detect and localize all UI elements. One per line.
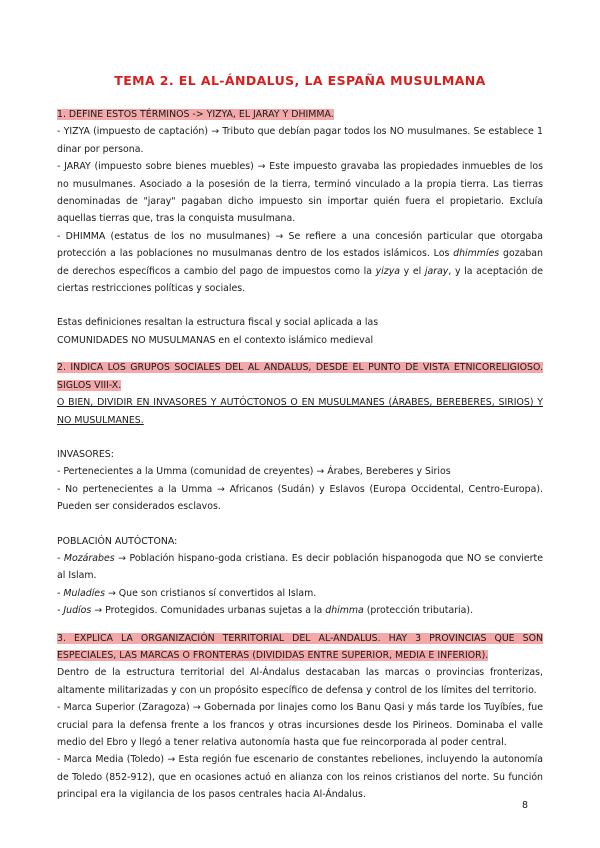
marca-media: - Marca Media (Toledo) → Esta región fue escenario de constantes rebeliones, incluyendo la autonomía de Toledo (852-912), que en ocasiones actuó en alianza con los reinos cristianos del norte. Su función principal era la vigilancia de los pasos centrales hacia Al-Ándalus.: [57, 754, 543, 801]
section-3-heading: 3. EXPLICA LA ORGANIZACIÓN TERRITORIAL DEL AL-ANDALUS. HAY 3 PROVINCIAS QUE SON ESPECIALES, LAS MARCAS O FRONTERAS (DIVIDIDAS ENTRE SUPERIOR, MEDIA E INFERIOR).: [57, 632, 543, 661]
term-dhimma: DHIMMA: [65, 230, 106, 242]
marca-superior: - Marca Superior (Zaragoza) → Gobernada por linajes como los Banu Qasi y más tarde los Tuyíbíes, fue crucial para la defensa frente a los francos y otras incursiones desde los Pirineos. Dominaba el valle medio del Ebro y llegó a tener relativa autonomía hasta que fue reincorporada al poder central.: [57, 702, 543, 748]
section-2-subheading: O BIEN, DIVIDIR EN INVASORES Y AUTÓCTONOS O EN MUSULMANES (ÁRABES, BEREBERES, SIRIOS) Y NO MUSULMANES.: [57, 397, 543, 426]
invasores-label: INVASORES:: [57, 448, 114, 460]
term-jaray: JARAY: [64, 161, 91, 173]
autoctona-label: POBLACIÓN AUTÓCTONA:: [57, 535, 178, 547]
section-2-heading: 2. INDICA LOS GRUPOS SOCIALES DEL AL ANDALUS, DESDE EL PUNTO DE VISTA ETNICORELIGIOSO. SIGLOS VIII-X.: [57, 362, 543, 391]
definition-dhimma: - DHIMMA (estatus de los no musulmanes) → Se refiere a una concesión particular que otorgaba protección a las poblaciones no musulmanas dentro de los estados islámicos. Los dhimmíes gozaban de derechos específicos a cambio del pago de impuestos como la yizya y el jaray, y la aceptación de ciertas restricciones políticas y sociales.: [57, 230, 543, 295]
document-body: [57, 106, 543, 804]
page-number: 8: [521, 800, 528, 811]
definition-jaray: - JARAY (impuesto sobre bienes muebles) → Este impuesto gravaba las propiedades inmuebles de los no musulmanes. Asociado a la posesión de la tierra, terminó vinculado a la propia tierra. Las tierras denominadas de "jaray" pagaban dicho impuesto sin importar quién fuera el propietario. Excluía aquellas tierras que, tras la conquista musulmana.: [57, 161, 543, 225]
invasores-item: - No pertenecientes a la Umma → Africanos (Sudán) y Eslavos (Europa Occidental, Centro-Europa). Pueden ser considerados esclavos.: [57, 483, 543, 513]
autoctona-item-judios: - Judíos → Protegidos. Comunidades urbanas sujetas a la dhimma (protección tributaria).: [57, 605, 474, 617]
section-3-intro: Dentro de la estructura territorial del Al-Ándalus destacaban las marcas o provincias fronterizas, altamente militarizadas y con un propósito específico de defensa y control de los límites del territorio.: [57, 667, 543, 696]
invasores-item: - Pertenecientes a la Umma (comunidad de creyentes) → Árabes, Bereberes y Sirios: [57, 466, 451, 478]
definitions-summary: Estas definiciones resaltan la estructura fiscal y social aplicada a las COMUNIDADES NO MUSULMANAS en el contexto islámico medieval: [57, 317, 379, 346]
autoctona-item-mozarabes: - Mozárabes → Población hispano-goda cristiana. Es decir población hispanogoda que NO se convierte al Islam.: [57, 552, 543, 582]
section-1-heading: 1. DEFINE ESTOS TÉRMINOS -> YIZYA, EL JARAY Y DHIMMA.: [57, 109, 334, 120]
autoctona-item-muladies: - Muladíes → Que son cristianos sí convertidos al Islam.: [57, 587, 317, 599]
page-title: TEMA 2. EL AL-ÁNDALUS, LA ESPAÑA MUSULMANA: [114, 73, 486, 88]
definition-yizya: - YIZYA (impuesto de captación) → Tributo que debían pagar todos los NO musulmanes. Se establece 1 dinar por persona.: [57, 126, 543, 155]
term-yizya: YIZYA: [63, 126, 90, 138]
